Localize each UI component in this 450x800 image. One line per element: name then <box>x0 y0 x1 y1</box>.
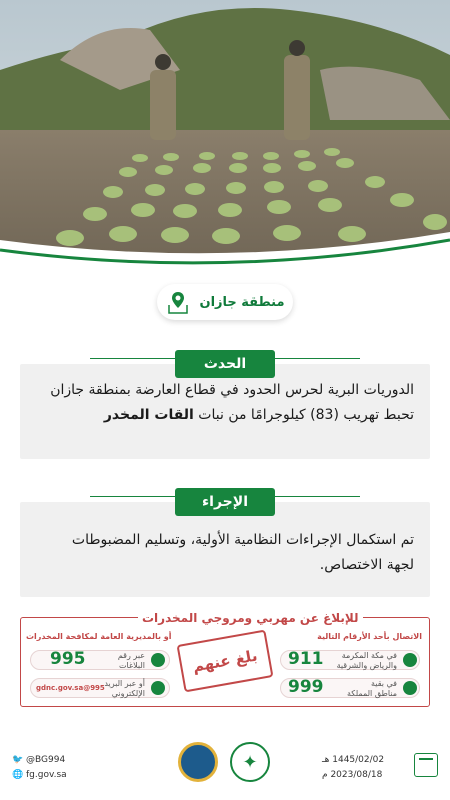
saudi-emblem-logo: ✦ <box>230 742 270 782</box>
divider <box>90 358 175 359</box>
event-line-2-text: تحبط تهريب (83) كيلوجرامًا من نبات <box>193 407 414 423</box>
995-label: عبر رقم البلاغات <box>117 651 145 670</box>
email-label: أو عبر البريد الإلكتروني <box>104 679 145 698</box>
email-icon <box>151 681 165 695</box>
gregorian-date: 2023/08/18 م <box>322 770 383 780</box>
report-stamp: بلغ عنهم <box>177 630 274 693</box>
phone-icon <box>403 653 417 667</box>
location-badge <box>157 284 293 320</box>
website[interactable]: fg.gov.sa <box>26 770 67 780</box>
globe-icon: 🌐 <box>12 770 24 780</box>
hijri-date: 1445/02/02 هـ <box>322 755 385 765</box>
report-email[interactable]: 995@gdnc.gov.sa <box>36 684 105 692</box>
phone-911[interactable]: 911 <box>288 649 324 669</box>
twitter-icon: 🐦 <box>12 755 24 765</box>
action-line-1: تم استكمال الإجراءات النظامية الأولية، وتسليم المضبوطات <box>71 532 414 548</box>
report-title: للإبلاغ عن مهربي ومروجي المخدرات <box>138 611 363 625</box>
event-line-2-bold: القات المخدر <box>103 407 194 423</box>
event-line-2 <box>24 403 414 428</box>
hero-photo <box>0 0 450 278</box>
phone-icon <box>403 681 417 695</box>
divider <box>275 358 360 359</box>
calendar-icon <box>414 753 438 777</box>
report-right-subtitle: الاتصال بأحد الأرقام التالية <box>317 632 422 641</box>
divider <box>275 496 360 497</box>
action-text <box>24 528 414 578</box>
action-title: الإجراء <box>175 488 275 516</box>
twitter-handle[interactable]: @BG994 <box>26 755 66 765</box>
location-label: منطقة جازان <box>199 294 285 310</box>
phone-995[interactable]: 995 <box>50 649 86 669</box>
911-label: في مكة المكرمة والرياض والشرقية <box>336 651 397 670</box>
phone-999[interactable]: 999 <box>288 677 324 697</box>
border-guard-logo <box>178 742 218 782</box>
event-line-1: الدوريات البرية لحرس الحدود في قطاع العارضة بمنطقة جازان <box>50 382 414 398</box>
report-left-subtitle: أو بالمديرية العامة لمكافحة المخدرات <box>26 632 172 641</box>
phone-icon <box>151 653 165 667</box>
divider <box>90 496 175 497</box>
action-line-2: لجهة الاختصاص. <box>319 557 414 573</box>
event-text <box>24 378 414 428</box>
999-label: في بقية مناطق المملكة <box>347 679 397 698</box>
event-title: الحدث <box>175 350 275 378</box>
map-pin-icon <box>165 289 191 315</box>
